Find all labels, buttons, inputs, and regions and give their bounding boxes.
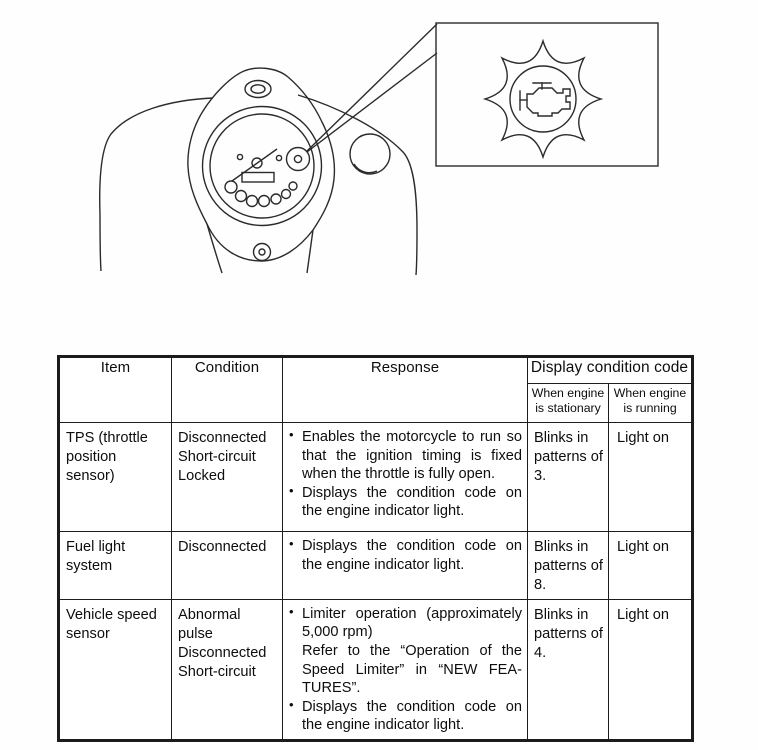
table-row-vehicle-speed: [59, 599, 693, 740]
speedometer-needle: [232, 149, 277, 181]
condition-cell: [172, 423, 283, 532]
bottom-mount-bolt: [254, 244, 271, 261]
condition-line: Disconnected: [178, 539, 267, 555]
speedometer-dial: [203, 107, 322, 226]
condition-line: Disconnected: [178, 430, 267, 446]
instrument-cluster-figure: [0, 0, 758, 345]
top-mount-bolt: [245, 81, 271, 98]
callout-leader-lines: [307, 24, 437, 152]
response-text: Displays the condition code on the engine indicator light.: [302, 698, 522, 734]
response-item: [289, 605, 522, 642]
response-text: Refer to the “Operation of the Speed Limiter” in “NEW FEA-TURES”.: [302, 642, 522, 697]
header-when-engine-running: When engine is running: [609, 384, 693, 423]
header-display-condition-code: Display condition code: [528, 357, 693, 384]
engine-warning-icon: [520, 83, 570, 116]
ignition-switch: [350, 134, 390, 174]
condition-cell: [172, 599, 283, 740]
callout-box: [436, 23, 658, 166]
odometer-window: [242, 173, 274, 183]
response-cell: [283, 423, 528, 532]
dial-dot-right: [276, 155, 281, 160]
header-response: Response: [283, 357, 528, 423]
stationary-cell: Blinks in patterns of 4.: [528, 599, 609, 740]
condition-line: Disconnected: [178, 644, 267, 661]
response-item: [289, 428, 522, 484]
diagnostic-code-table: [57, 355, 694, 742]
stationary-cell: Blinks in patterns of 8.: [528, 532, 609, 600]
header-row-1: [59, 357, 693, 384]
response-cell: [283, 532, 528, 600]
item-cell: Vehicle speed sensor: [59, 599, 172, 740]
header-item: Item: [59, 357, 172, 423]
item-cell: TPS (throttle position sensor): [59, 423, 172, 532]
stationary-cell: Blinks in patterns of 3.: [528, 423, 609, 532]
response-item: [289, 698, 522, 735]
response-text: Displays the condition code on the engine indicator light.: [302, 484, 522, 520]
running-cell: Light on: [609, 532, 693, 600]
bullet-icon: •: [289, 427, 294, 442]
bullet-icon: •: [289, 696, 294, 712]
bullet-icon: •: [289, 482, 294, 498]
response-text: Displays the condition code on the engine indicator light.: [302, 538, 522, 573]
right-bodywork-line: [298, 95, 417, 275]
bullet-icon: •: [289, 603, 294, 619]
table-row-fuel-light: [59, 532, 693, 600]
response-item: [289, 642, 522, 698]
response-text: Enables the motorcycle to run so that the ignition timing is fixed when the throttle is fully open.: [302, 429, 522, 483]
engine-indicator-lamp: [287, 148, 310, 171]
header-condition: Condition: [172, 357, 283, 423]
condition-line: Short-circuit: [178, 448, 256, 465]
indicator-lamp-row: [225, 181, 297, 207]
running-cell: Light on: [609, 599, 693, 740]
response-cell: [283, 599, 528, 740]
response-text: Limiter operation (approximately 5,000 rpm): [302, 605, 522, 641]
response-item: [289, 484, 522, 521]
response-item: [289, 537, 522, 574]
item-cell: Fuel light system: [59, 532, 172, 600]
bullet-icon: •: [289, 536, 294, 551]
table-row-tps: [59, 423, 693, 532]
dial-dot-left: [237, 154, 242, 159]
condition-cell: [172, 532, 283, 600]
starburst-shape: [485, 41, 601, 157]
condition-line: Short-circuit: [178, 663, 256, 680]
running-cell: Light on: [609, 423, 693, 532]
condition-line: Abnormal pulse: [178, 606, 241, 642]
bracket-left-tab: [207, 224, 222, 273]
condition-line: Locked: [178, 467, 226, 484]
header-when-engine-stationary: When engine is stationary: [528, 384, 609, 423]
